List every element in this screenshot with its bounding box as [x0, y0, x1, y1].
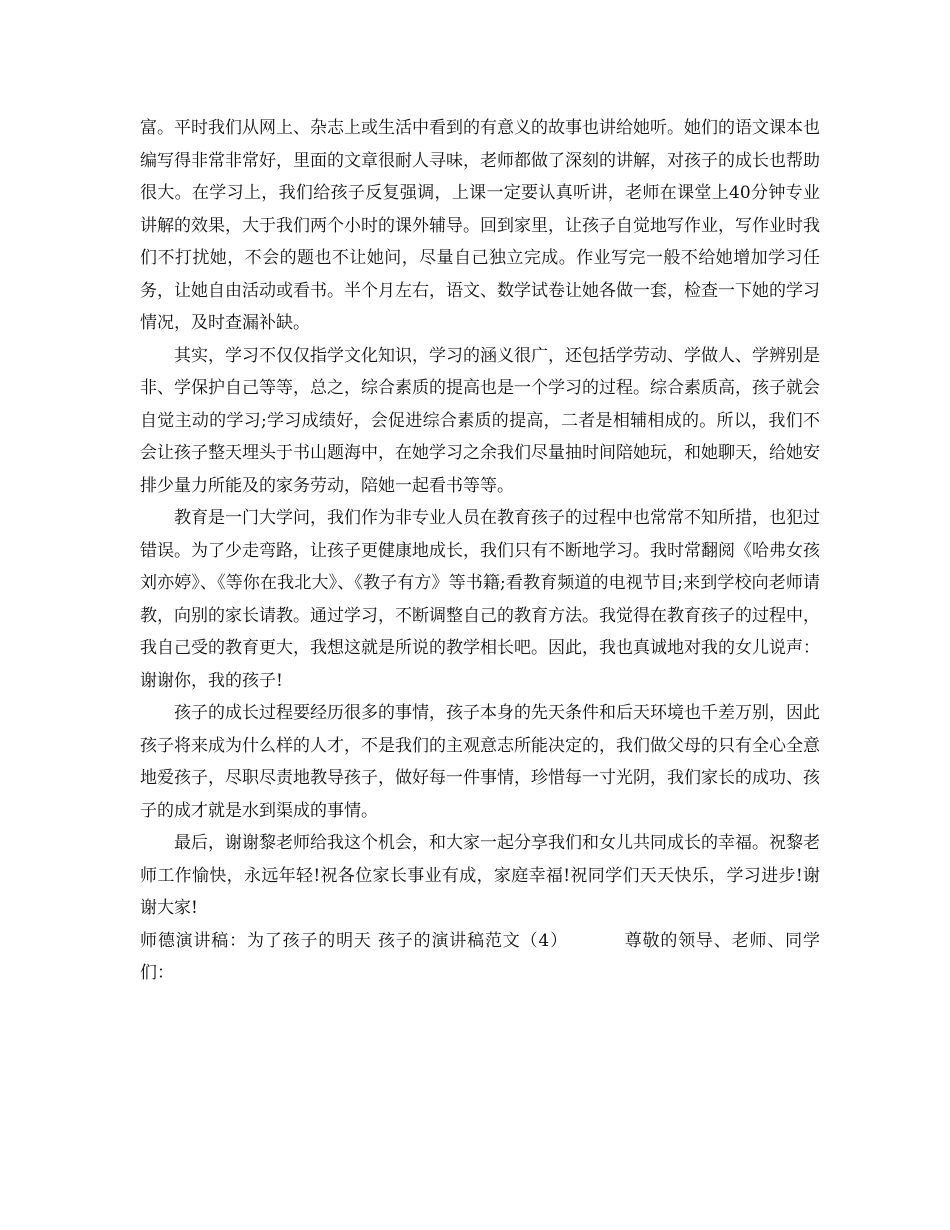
next-section-heading	[140, 925, 820, 990]
section-title: 师德演讲稿：为了孩子的明天 孩子的演讲稿范文（4）	[140, 930, 568, 951]
paragraph-3: 教育是一门大学问，我们作为非专业人员在教育孩子的过程中也常常不知所措，也犯过错误。为了少走弯路，让孩子更健康地成长，我们只有不断地学习。我时常翻阅《哈弗女孩刘亦婷》、《等你在我北大》、《教子有方》等书籍;看教育频道的电视节目;来到学校向老师请教，向别的家长请教。通过学习，不断调整自己的教育方法。我觉得在教育孩子的过程中，我自己受的教育更大，我想这就是所说的教学相长吧。因此，我也真诚地对我的女儿说声：谢谢你，我的孩子!	[140, 508, 820, 691]
document-body	[140, 112, 820, 990]
paragraph-5: 最后，谢谢黎老师给我这个机会，和大家一起分享我们和女儿共同成长的幸福。祝黎老师工作愉快，永远年轻!祝各位家长事业有成，家庭幸福!祝同学们天天快乐，学习进步!谢谢大家!	[140, 833, 820, 918]
paragraph-4: 孩子的成长过程要经历很多的事情，孩子本身的先天条件和后天环境也千差万别，因此孩子将来成为什么样的人才，不是我们的主观意志所能决定的，我们做父母的只有全心全意地爱孩子，尽职尽责地教导孩子，做好每一件事情，珍惜每一寸光阴，我们家长的成功、孩子的成才就是水到渠成的事情。	[140, 703, 820, 821]
paragraph-2: 其实，学习不仅仅指学文化知识，学习的涵义很广，还包括学劳动、学做人、学辨别是非、学保护自己等等，总之，综合素质的提高也是一个学习的过程。综合素质高，孩子就会自觉主动的学习;学习成绩好，会促进综合素质的提高，二者是相辅相成的。所以，我们不会让孩子整天埋头于书山题海中，在她学习之余我们尽量抽时间陪她玩，和她聊天，给她安排少量力所能及的家务劳动，陪她一起看书等等。	[140, 345, 820, 496]
paragraph-1: 富。平时我们从网上、杂志上或生活中看到的有意义的故事也讲给她听。她们的语文课本也编写得非常非常好，里面的文章很耐人寻味，老师都做了深刻的讲解，对孩子的成长也帮助很大。在学习上，我们给孩子反复强调，上课一定要认真听讲，老师在课堂上40分钟专业讲解的效果，大于我们两个小时的课外辅导。回到家里，让孩子自觉地写作业，写作业时我们不打扰她，不会的题也不让她问，尽量自己独立完成。作业写完一般不给她增加学习任务，让她自由活动或看书。半个月左右，语文、数学试卷让她各做一套，检查一下她的学习情况，及时查漏补缺。	[140, 118, 820, 333]
section-greeting: 尊敬的领导、老师、同学们：	[140, 930, 821, 983]
